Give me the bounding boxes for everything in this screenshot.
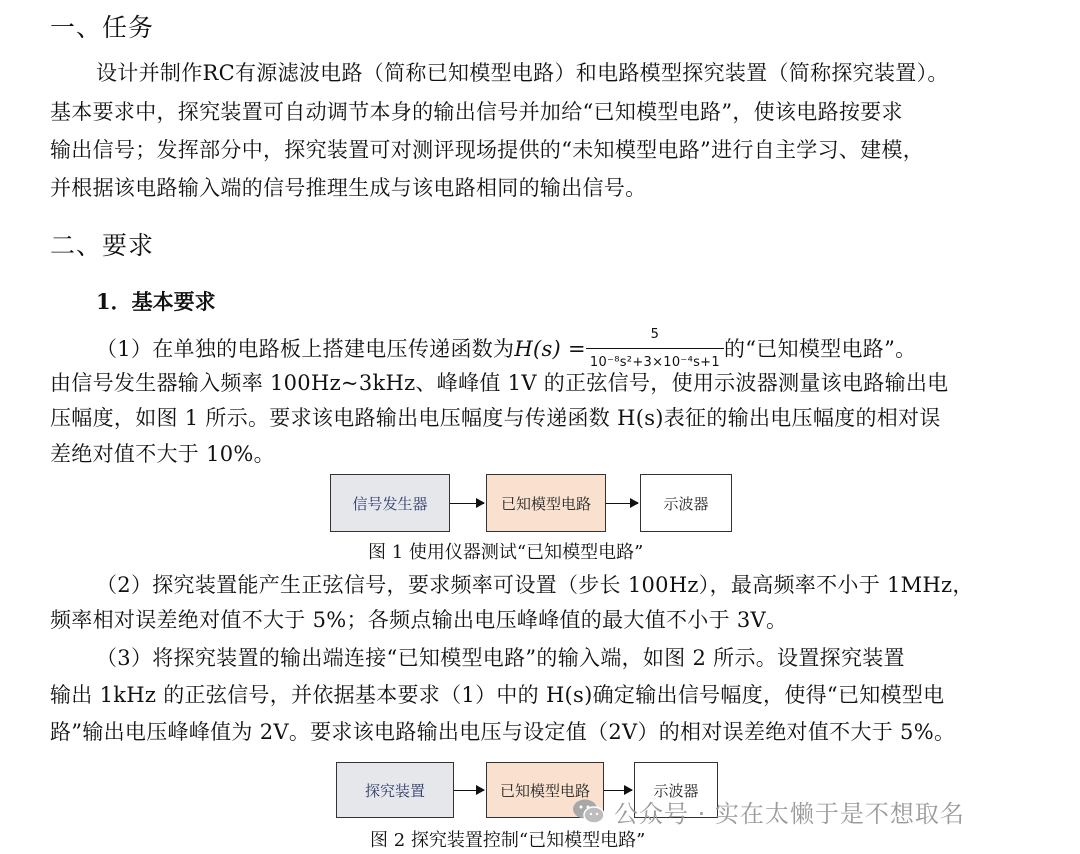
paragraph-line: 压幅度，如图 1 所示。要求该电路输出电压幅度与传递函数 H(s)表征的输出电压幅度的相对误 xyxy=(50,406,941,430)
known-model-circuit-box: 已知模型电路 xyxy=(486,474,606,532)
watermark-text: 公众号 · 实在太懒于是不想取名 xyxy=(614,800,965,828)
paragraph-line: （3）将探究装置的输出端连接“已知模型电路”的输入端，如图 2 所示。设置探究装置 xyxy=(96,646,905,670)
oscilloscope-box: 示波器 xyxy=(634,762,718,818)
formula-lhs: H(s) = xyxy=(514,337,586,361)
paragraph-line: 差绝对值不大于 10%。 xyxy=(50,442,275,466)
paragraph-line: 由信号发生器输入频率 100Hz~3kHz、峰峰值 1V 的正弦信号，使用示波器测量该电路输出电 xyxy=(50,371,949,395)
paragraph-line: 输出 1kHz 的正弦信号，并依据基本要求（1）中的 H(s)确定输出信号幅度，使得“已知模型电 xyxy=(50,683,945,707)
signal-generator-box: 信号发生器 xyxy=(330,474,450,532)
section-title-requirements: 二、要求 xyxy=(50,231,155,260)
figure2-caption: 图 2 探究装置控制“已知模型电路” xyxy=(370,830,646,851)
subsection-title: 1．基本要求 xyxy=(96,289,216,314)
section-title-task: 一、任务 xyxy=(50,13,155,42)
formula-prefix: （1）在单独的电路板上搭建电压传递函数为 xyxy=(96,337,515,361)
arrow-icon xyxy=(606,503,638,504)
paragraph-line: 路”输出电压峰峰值为 2V。要求该电路输出电压与设定值（2V）的相对误差绝对值不大于 5%。 xyxy=(50,720,956,744)
paragraph-line: 输出信号；发挥部分中，探究装置可对测评现场提供的“未知模型电路”进行自主学习、建模， xyxy=(50,138,925,162)
paragraph-line: 并根据该电路输入端的信号推理生成与该电路相同的输出信号。 xyxy=(50,176,647,200)
wechat-icon xyxy=(572,798,606,826)
paragraph-line: 设计并制作RC有源滤波电路（简称已知模型电路）和电路模型探究装置（简称探究装置）。 xyxy=(96,61,949,85)
arrow-icon xyxy=(450,503,484,504)
transfer-function-fraction xyxy=(586,322,724,376)
formula-suffix: 的“已知模型电路”。 xyxy=(723,337,917,361)
watermark xyxy=(572,794,965,829)
fraction-numerator: 5 xyxy=(650,327,660,342)
arrow-icon xyxy=(454,790,484,791)
arrow-icon xyxy=(604,790,632,791)
formula-line xyxy=(96,322,916,376)
fraction-denominator: 10⁻⁸s²+3×10⁻⁴s+1 xyxy=(586,348,724,376)
paragraph-line: （2）探究装置能产生正弦信号，要求频率可设置（步长 100Hz），最高频率不小于 1MHz， xyxy=(96,573,974,597)
paragraph-line: 频率相对误差绝对值不大于 5%；各频点输出电压峰峰值的最大值不小于 3V。 xyxy=(50,608,788,632)
known-model-circuit-box: 已知模型电路 xyxy=(486,762,604,818)
explore-device-box: 探究装置 xyxy=(336,762,454,818)
oscilloscope-box: 示波器 xyxy=(640,474,732,532)
figure1-caption: 图 1 使用仪器测试“已知模型电路” xyxy=(368,542,644,563)
paragraph-line: 基本要求中，探究装置可自动调节本身的输出信号并加给“已知模型电路”，使该电路按要求 xyxy=(50,100,903,124)
